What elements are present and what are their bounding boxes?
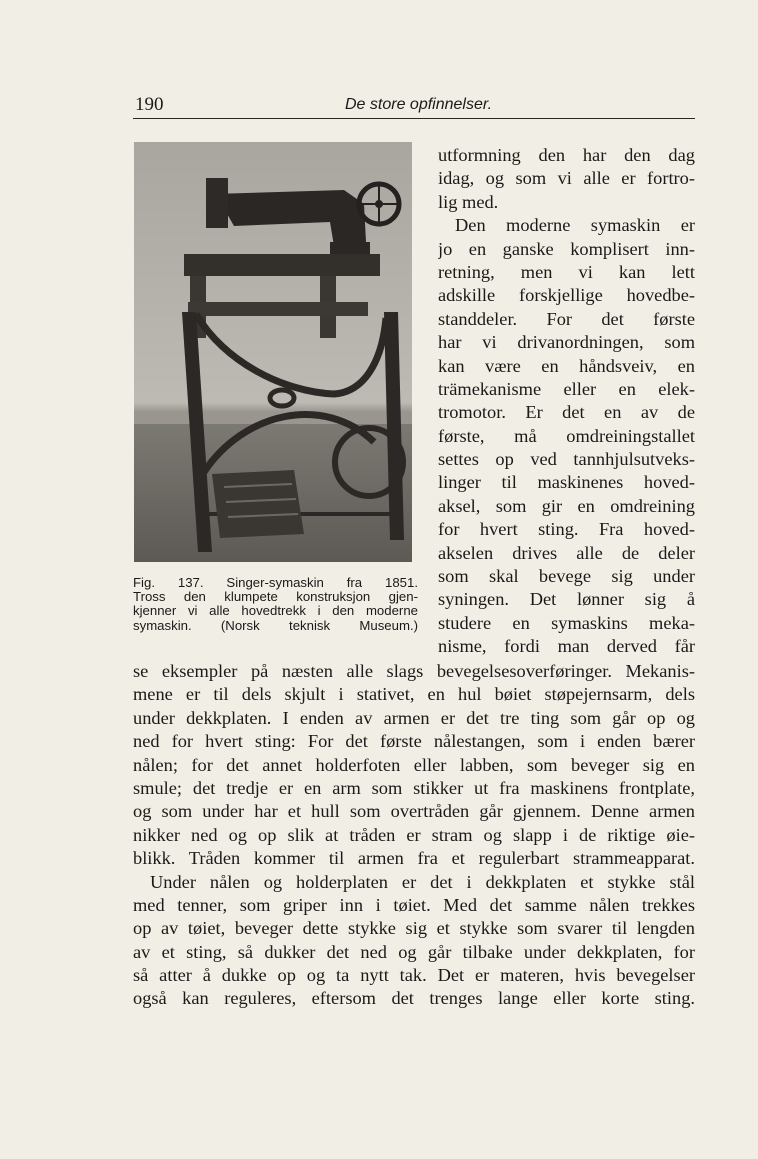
text-line: første, må omdreiningstallet	[438, 425, 695, 446]
text-line: som skal bevege sig under	[438, 566, 695, 587]
text-line: idag, og som vi alle er fortro-	[438, 168, 695, 189]
text-line: retning, men vi kan lett	[438, 261, 695, 282]
text-line: nikker ned og op slik at tråden er stram og slapp i de riktige øie-	[133, 824, 695, 845]
text-line: også kan reguleres, eftersom det trenges lange eller korte sting.	[133, 988, 695, 1009]
text-line: adskille forskjellige hovedbe-	[438, 285, 695, 306]
text-line: blikk. Tråden kommer til armen fra et regulerbart strammeapparat.	[133, 848, 695, 869]
text-line: har vi drivanordningen, som	[438, 332, 695, 353]
text-line: Den moderne symaskin er	[455, 215, 695, 236]
text-line: for hvert sting. Fra hoved-	[438, 519, 695, 540]
text-line: lig med.	[438, 191, 499, 212]
text-line: standdeler. For det første	[438, 308, 695, 329]
text-line: av et sting, så dukker det ned og går tilbake under dekkplaten, for	[133, 941, 695, 962]
running-title: De store opfinnelser.	[345, 96, 493, 113]
full-width-text	[133, 660, 695, 1011]
figure-caption	[133, 576, 418, 633]
caption-line: symaskin. (Norsk teknisk Museum.)	[133, 617, 418, 633]
text-line: akselen drives alle de deler	[438, 542, 695, 563]
text-line: kan være en håndsveiv, en	[438, 355, 695, 376]
text-line: utformning den har den dag	[438, 145, 695, 165]
sewing-machine-photo	[134, 142, 412, 562]
text-line: tromotor. Er det en av de	[438, 402, 695, 423]
text-line: smule; det tredje er en arm som stikker ut fra maskinens frontplate,	[133, 777, 695, 798]
text-line: under dekkplaten. I enden av armen er det tre ting som går op og	[133, 707, 695, 728]
text-line: linger til maskinenes hoved-	[438, 472, 695, 493]
text-line: så atter å dukke op og ta nytt tak. Det er materen, hvis bevegelser	[133, 965, 695, 986]
text-line: settes op ved tannhjulsutveks-	[438, 449, 695, 470]
text-line: jo en ganske komplisert inn-	[438, 238, 695, 259]
text-line: mene er til dels skjult i stativet, en hul bøiet støpejernsarm, dels	[133, 684, 695, 705]
text-line: studere en symaskins meka-	[438, 612, 695, 633]
text-line: med tenner, som griper inn i tøiet. Med det samme nålen trekkes	[133, 894, 695, 915]
text-line: op av tøiet, beveger dette stykke sig et stykke som svarer til lengden	[133, 918, 695, 939]
text-line: trämekanisme eller en elek-	[438, 378, 695, 399]
caption-line: kjenner vi alle hovedtrekk i den moderne	[133, 603, 418, 619]
page-header	[133, 92, 695, 119]
caption-line: Fig. 137. Singer-symaskin fra 1851.	[133, 575, 418, 590]
page-number: 190	[135, 94, 164, 115]
text-line: ned for hvert sting: For det første nålestangen, som i enden bærer	[133, 731, 695, 752]
caption-line: Tross den klumpete konstruksjon gjen-	[133, 589, 418, 605]
text-line: se eksempler på næsten alle slags bevegelsesoverføringer. Mekanis-	[133, 661, 695, 681]
text-line: nisme, fordi man derved får	[438, 636, 695, 657]
text-line: og som under har et hull som overtråden går gjennem. Denne armen	[133, 801, 695, 822]
sewing-machine-illustration	[134, 142, 412, 562]
text-line: nålen; for det annet holderfoten eller labben, som beveger sig en	[133, 754, 695, 775]
text-line: Under nålen og holderplaten er det i dekkplaten et stykke stål	[150, 871, 695, 892]
text-line: aksel, som gir en omdreining	[438, 495, 695, 516]
text-line: syningen. Det lønner sig å	[438, 589, 695, 610]
right-column-text	[438, 144, 695, 659]
